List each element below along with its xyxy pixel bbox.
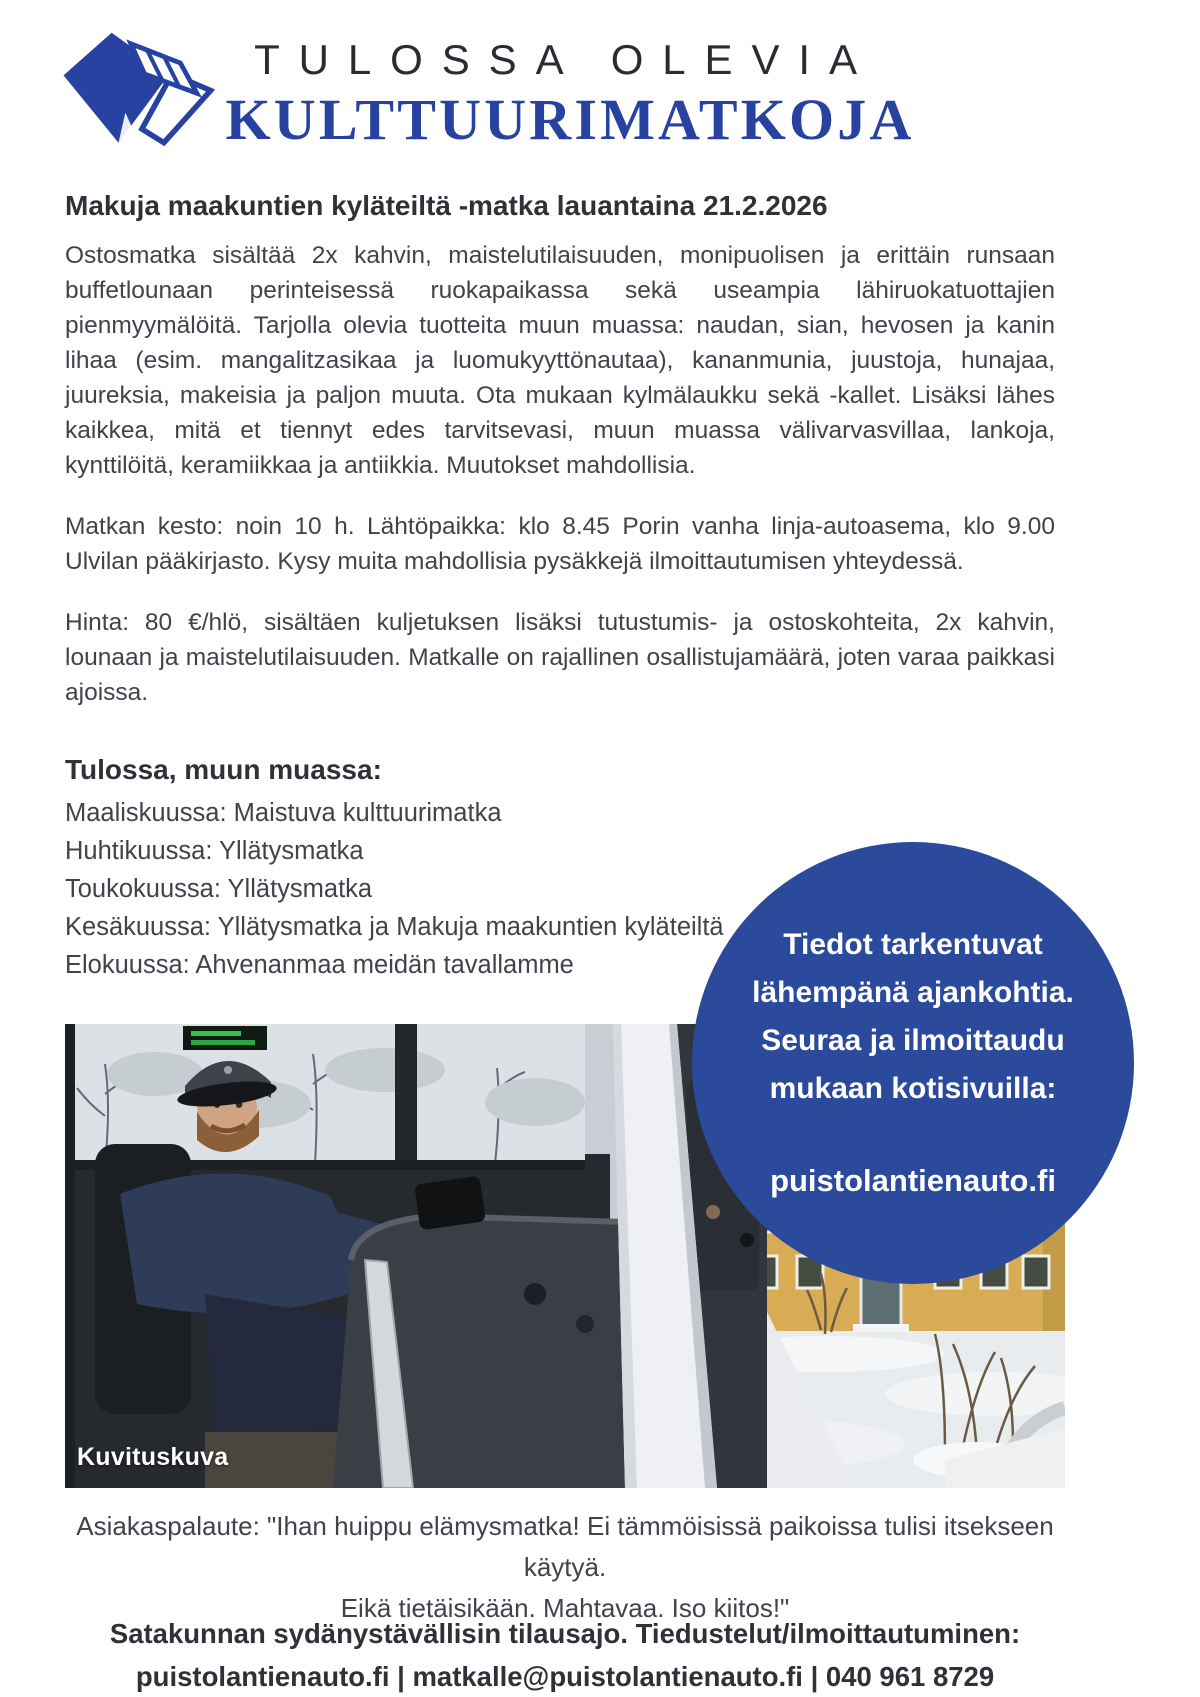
page-title: KULTTUURIMATKOJA: [225, 87, 915, 152]
trip-paragraph: Ostosmatka sisältää 2x kahvin, maistelutilaisuuden, monipuolisen ja erittäin runsaan buffetlounaan perinteisessä ruokapaikassa sekä useampia lähiruokatuottajien pienmyymälöitä. Tarjolla olevia tuotteita muun muassa: naudan, sian, hevosen ja kanin lihaa (esim. mangalitzasikaa ja luomukyyttönautaa), kananmunia, juustoja, hunajaa, juureksia, makeisia ja paljon muuta. Ota mukaan kylmälaukku sekä -kallet. Lisäksi lähes kaikkea, mitä et tiennyt edes tarvitsevasi, muun muassa välivarvasvillaa, lankoja, kynttilöitä, keramiikkaa ja antiikkia. Muutokset mahdollisia.: [65, 242, 1055, 479]
upcoming-item: Maaliskuussa: Maistuva kulttuurimatka: [65, 799, 502, 827]
logo-icon: [56, 30, 236, 162]
info-circle: [692, 842, 1134, 1284]
upcoming-heading: Tulossa, muun muassa:: [65, 754, 382, 785]
trip-paragraph: Hinta: 80 €/hlö, sisältäen kuljetuksen lisäksi tutustumis- ja ostoskohteita, 2x kahvin, lounaan ja maistelutilaisuuden. Matkalle on rajallinen osallistujamäärä, joten varaa paikkasi ajoissa.: [65, 609, 1055, 706]
page-title-kicker: TULOSSA OLEVIA: [254, 36, 876, 83]
footer-line: Satakunnan sydänystävällisin tilausajo. Tiedustelut/ilmoittautuminen:: [109, 1618, 1021, 1649]
footer-line: puistolantienauto.fi | matkalle@puistolantienauto.fi | 040 961 8729: [135, 1661, 995, 1692]
footer-contact: [10, 1612, 1120, 1697]
upcoming-item: Kesäkuussa: Yllätysmatka ja Makuja maakuntien kyläteiltä: [65, 913, 724, 941]
circle-line: mukaan kotisivuilla:: [769, 1072, 1057, 1105]
photo-caption: Kuvituskuva: [77, 1443, 229, 1471]
circle-line: Seuraa ja ilmoittaudu: [761, 1024, 1065, 1057]
trip-heading: Makuja maakuntien kyläteiltä -matka lauantaina 21.2.2026: [65, 190, 828, 221]
circle-line: lähempänä ajankohtia.: [752, 976, 1074, 1009]
circle-website: puistolantienauto.fi: [770, 1163, 1056, 1198]
feedback-line: Asiakaspalaute: "Ihan huippu elämysmatka! Ei tämmöisissä paikoissa tulisi itsekseen käytyä.: [76, 1511, 1054, 1582]
trip-paragraph: Matkan kesto: noin 10 h. Lähtöpaikka: klo 8.45 Porin vanha linja-autoasema, klo 9.00 Ulvilan pääkirjasto. Kysy muita mahdollisia pysäkkejä ilmoittautumisen yhteydessä.: [65, 513, 1055, 575]
circle-line: Tiedot tarkentuvat: [783, 928, 1043, 961]
upcoming-item: Toukokuussa: Yllätysmatka: [65, 875, 373, 903]
feedback-quote: [40, 1506, 1090, 1629]
upcoming-item: Huhtikuussa: Yllätysmatka: [65, 837, 364, 865]
destination-display-illustration: [183, 1026, 267, 1050]
upcoming-item: Elokuussa: Ahvenanmaa meidän tavallamme: [65, 951, 574, 979]
header: [0, 0, 1200, 168]
feedback-line: Eikä tietäisikään. Mahtavaa. Iso kiitos!": [340, 1593, 790, 1623]
